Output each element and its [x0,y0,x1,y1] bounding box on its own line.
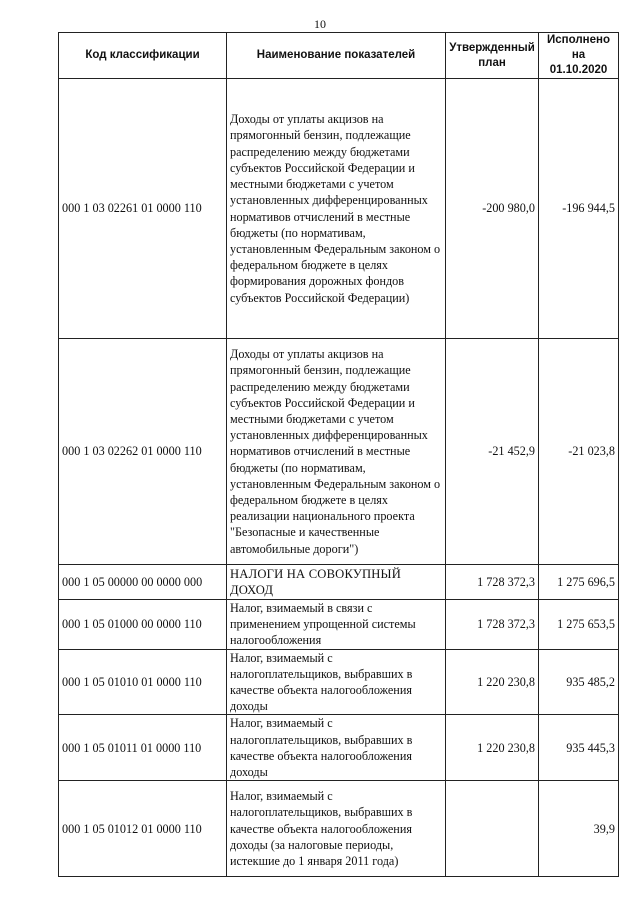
table-row [59,781,619,877]
budget-table [58,32,619,877]
row-name: Налог, взимаемый с налогоплательщиков, выбравших в качестве объекта налогообложения доходы [227,715,446,781]
row-code: 000 1 05 01000 00 0000 110 [59,600,227,650]
row-name: Доходы от уплаты акцизов на прямогонный бензин, подлежащие распределению между бюджетами субъектов Российской Федерации и местными бюджетами с учетом установленных дифференцированных нормативов отчислений в местные бюджеты (по нормативам, установленным Федеральным законом о федеральном бюджете в целях реализации национального проекта "Безопасные и качественные автомобильные дороги") [227,339,446,565]
page-number: 10 [314,17,326,31]
table-header-row [59,33,619,79]
row-code: 000 1 03 02261 01 0000 110 [59,79,227,339]
row-code: 000 1 05 00000 00 0000 000 [59,565,227,600]
row-done: 39,9 [539,781,619,877]
row-name: Налог, взимаемый в связи с применением упрощенной системы налогообложения [227,600,446,650]
row-done: -21 023,8 [539,339,619,565]
row-plan: 1 220 230,8 [446,715,539,781]
row-done: -196 944,5 [539,79,619,339]
table-row [59,649,619,715]
row-code: 000 1 05 01010 01 0000 110 [59,649,227,715]
row-done: 935 445,3 [539,715,619,781]
header-name: Наименование показателей [227,33,446,79]
row-plan: 1 220 230,8 [446,649,539,715]
row-done: 1 275 696,5 [539,565,619,600]
row-done: 1 275 653,5 [539,600,619,650]
row-plan [446,781,539,877]
row-done: 935 485,2 [539,649,619,715]
row-plan: 1 728 372,3 [446,565,539,600]
table-row [59,339,619,565]
table-row [59,600,619,650]
row-name: Налог, взимаемый с налогоплательщиков, выбравших в качестве объекта налогообложения доходы (за налоговые периоды, истекшие до 1 января 2011 года) [227,781,446,877]
header-plan: Утвержденный план [446,33,539,79]
header-code: Код классификации [59,33,227,79]
table-row [59,565,619,600]
row-name: Доходы от уплаты акцизов на прямогонный бензин, подлежащие распределению между бюджетами субъектов Российской Федерации и местными бюджетами с учетом установленных дифференцированных нормативов отчислений в местные бюджеты (по нормативам, установленным Федеральным законом о федеральном бюджете в целях формирования дорожных фондов субъектов Российской Федерации) [227,79,446,339]
row-code: 000 1 05 01012 01 0000 110 [59,781,227,877]
table-row [59,715,619,781]
table-row [59,79,619,339]
row-plan: 1 728 372,3 [446,600,539,650]
row-code: 000 1 03 02262 01 0000 110 [59,339,227,565]
row-plan: -21 452,9 [446,339,539,565]
row-name: Налог, взимаемый с налогоплательщиков, выбравших в качестве объекта налогообложения доходы [227,649,446,715]
row-plan: -200 980,0 [446,79,539,339]
row-name: НАЛОГИ НА СОВОКУПНЫЙ ДОХОД [227,565,446,600]
row-code: 000 1 05 01011 01 0000 110 [59,715,227,781]
header-done: Исполнено на 01.10.2020 [539,33,619,79]
